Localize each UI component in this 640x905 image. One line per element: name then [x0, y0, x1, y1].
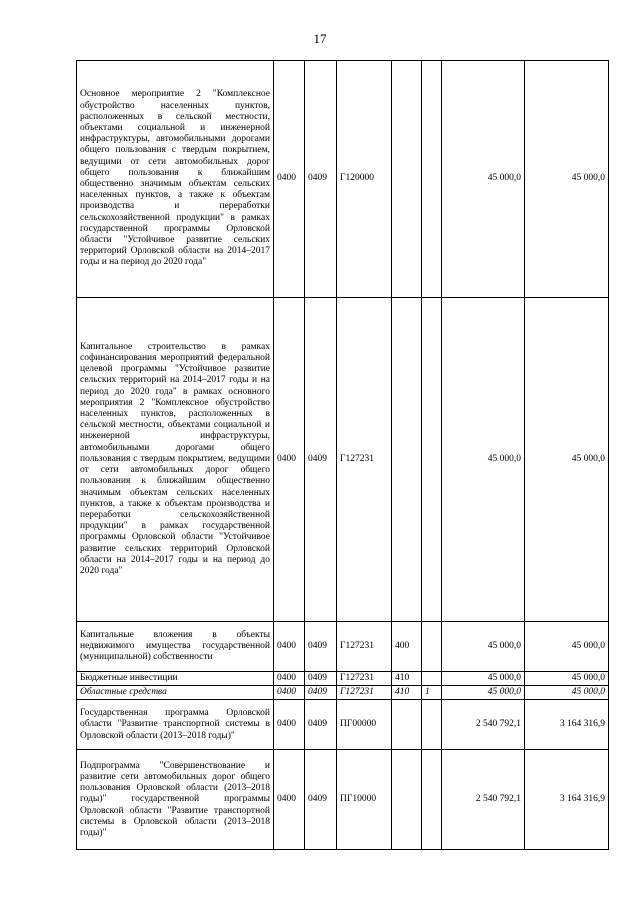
subsection-code: 0409 — [305, 622, 337, 672]
subsection-code: 0409 — [305, 750, 337, 850]
amount-year-1: 2 540 792,1 — [442, 750, 525, 850]
expense-type-code: 400 — [392, 622, 422, 672]
target-code: ПГ00000 — [337, 700, 392, 750]
amount-year-1: 45 000,0 — [442, 61, 525, 298]
row-description: Государственная программа Орловской области "Развитие транспортной системы в Орловской области (2013–2018 годы)" — [77, 700, 274, 750]
expense-type-code: 410 — [392, 672, 422, 686]
amount-year-1: 2 540 792,1 — [442, 700, 525, 750]
budget-table — [76, 60, 609, 850]
amount-year-2: 3 164 316,9 — [525, 750, 609, 850]
target-code: ПГ10000 — [337, 750, 392, 850]
target-code: Г120000 — [337, 61, 392, 298]
row-description: Подпрограмма "Совершенствование и развитие сети автомобильных дорог общего пользования Орловской области (2013–2018 годы)" государственной программы Орловской области "Развитие транспортной системы в Орловской области (2013–2018 годы)" — [77, 750, 274, 850]
expense-type-code — [392, 61, 422, 298]
table-row — [77, 672, 609, 686]
section-code: 0400 — [274, 622, 305, 672]
target-code: Г127231 — [337, 672, 392, 686]
amount-year-2: 3 164 316,9 — [525, 700, 609, 750]
subsection-code: 0409 — [305, 672, 337, 686]
expense-type-code — [392, 750, 422, 850]
table-row — [77, 61, 609, 298]
table-row — [77, 298, 609, 622]
amount-year-2: 45 000,0 — [525, 61, 609, 298]
amount-year-2: 45 000,0 — [525, 672, 609, 686]
table-row — [77, 750, 609, 850]
row-description: Капитальные вложения в объекты недвижимого имущества государственной (муниципальной) собственности — [77, 622, 274, 672]
amount-year-2: 45 000,0 — [525, 686, 609, 700]
subsection-code: 0409 — [305, 686, 337, 700]
subsection-code: 0409 — [305, 298, 337, 622]
extra-code — [422, 672, 442, 686]
expense-type-code — [392, 700, 422, 750]
table-row — [77, 700, 609, 750]
subsection-code: 0409 — [305, 61, 337, 298]
page-number: 17 — [313, 31, 327, 46]
table-row — [77, 686, 609, 700]
target-code: Г127231 — [337, 686, 392, 700]
expense-type-code: 410 — [392, 686, 422, 700]
section-code: 0400 — [274, 298, 305, 622]
amount-year-1: 45 000,0 — [442, 622, 525, 672]
row-description: Бюджетные инвестиции — [77, 672, 274, 686]
amount-year-2: 45 000,0 — [525, 622, 609, 672]
target-code: Г127231 — [337, 298, 392, 622]
extra-code: 1 — [422, 686, 442, 700]
subsection-code: 0409 — [305, 700, 337, 750]
extra-code — [422, 750, 442, 850]
section-code: 0400 — [274, 700, 305, 750]
section-code: 0400 — [274, 61, 305, 298]
amount-year-1: 45 000,0 — [442, 298, 525, 622]
row-description: Основное мероприятие 2 "Комплексное обустройство населенных пунктов, расположенных в сельской местности, объектами социальной и инженерной инфраструктуры, автомобильными дорогами общего пользования с твердым покрытием, ведущими от сети автомобильных дорог общего пользования к ближайшим общественно значимым объектам сельских населенных пунктов, а также к объектам производства и переработки сельскохозяйственной продукции" в рамках государственной программы Орловской области "Устойчивое развитие сельских территорий Орловской области на 2014–2017 годы и на период до 2020 года" — [77, 61, 274, 298]
section-code: 0400 — [274, 750, 305, 850]
extra-code — [422, 622, 442, 672]
amount-year-1: 45 000,0 — [442, 686, 525, 700]
section-code: 0400 — [274, 672, 305, 686]
expense-type-code — [392, 298, 422, 622]
extra-code — [422, 298, 442, 622]
amount-year-2: 45 000,0 — [525, 298, 609, 622]
table-row — [77, 622, 609, 672]
target-code: Г127231 — [337, 622, 392, 672]
row-description: Капитальное строительство в рамках софинансирования мероприятий федеральной целевой программы "Устойчивое развитие сельских территорий на 2014–2017 годы и на период до 2020 года" в рамках основного мероприятия 2 "Комплексное обустройство населенных пунктов, расположенных в сельской местности, объектами социальной и инженерной инфраструктуры, автомобильными дорогами общего пользования с твердым покрытием, ведущими от сети автомобильных дорог общего пользования к ближайшим общественно значимым объектам сельских населенных пунктов, а также к объектам производства и переработки сельскохозяйственной продукции" в рамках государственной программы Орловской области "Устойчивое развитие сельских территорий Орловской области на 2014–2017 годы и на период до 2020 года" — [77, 298, 274, 622]
amount-year-1: 45 000,0 — [442, 672, 525, 686]
row-description: Областные средства — [77, 686, 274, 700]
extra-code — [422, 61, 442, 298]
extra-code — [422, 700, 442, 750]
section-code: 0400 — [274, 686, 305, 700]
